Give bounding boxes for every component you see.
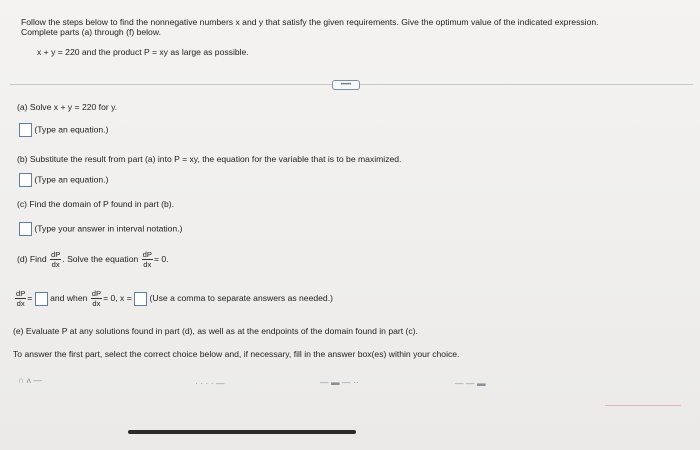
choice-row-middle: · · · · — <box>195 378 225 388</box>
condition-text: x + y = 220 and the product P = xy as large as possible. <box>37 47 249 57</box>
dp-dx-fraction <box>50 250 61 269</box>
dp-dx-fraction <box>15 289 26 308</box>
part-c-prompt: (c) Find the domain of P found in part (b). <box>17 199 174 209</box>
part-a-hint: (Type an equation.) <box>34 124 109 135</box>
fraction-denominator: dx <box>143 260 152 269</box>
part-d-eq-zero: = 0. <box>153 253 169 264</box>
equals-sign: = <box>27 292 33 303</box>
expand-more-button[interactable]: ••••• <box>332 80 360 90</box>
part-a-answer-input[interactable] <box>19 123 32 137</box>
part-b-answer-input[interactable] <box>19 173 32 187</box>
part-d-note: (Use a comma to separate answers as needed.) <box>149 292 333 303</box>
critical-x-answer-input[interactable] <box>134 292 147 306</box>
part-a-prompt: (a) Solve x + y = 220 for y. <box>17 102 118 112</box>
fraction-numerator: dP <box>91 289 102 298</box>
dp-dx-fraction <box>142 250 153 269</box>
dp-dx-fraction <box>91 289 102 308</box>
part-b-hint: (Type an equation.) <box>34 174 109 185</box>
part-a-answer-row <box>19 123 108 137</box>
part-c-hint: (Type your answer in interval notation.) <box>34 223 183 234</box>
fraction-denominator: dx <box>51 260 60 269</box>
choice-row-left: ∩ ʌ — <box>18 375 42 385</box>
intro-text-line1: Follow the steps below to find the nonnegative numbers x and y that satisfy the given requirements. Give the optimum value of the indicated expression. <box>21 17 599 27</box>
part-b-answer-row <box>19 173 108 187</box>
choice-row-far-right: — — ▬ <box>455 378 486 388</box>
fraction-denominator: dx <box>92 299 101 308</box>
part-d-find-label: (d) Find <box>17 253 47 264</box>
eq-zero-x-text: = 0, x = <box>103 292 132 303</box>
accent-line <box>605 405 681 406</box>
bottom-scroll-bar[interactable] <box>128 430 356 434</box>
part-d-answer-row <box>14 289 333 308</box>
part-b-prompt: (b) Substitute the result from part (a) into P = xy, the equation for the variable that is to be maximized. <box>17 154 402 164</box>
part-e-prompt: (e) Evaluate P at any solutions found in part (d), as well as at the endpoints of the domain found in part (c). <box>13 326 418 336</box>
part-d-prompt <box>17 250 169 269</box>
fraction-denominator: dx <box>16 299 25 308</box>
fraction-numerator: dP <box>51 250 61 259</box>
part-e-instruction: To answer the first part, select the correct choice below and, if necessary, fill in the answer box(es) within your choice. <box>13 349 460 359</box>
fraction-numerator: dP <box>16 289 26 298</box>
and-when-text: and when <box>50 292 88 303</box>
derivative-answer-input[interactable] <box>35 292 48 306</box>
part-c-answer-row <box>19 222 182 236</box>
part-c-answer-input[interactable] <box>19 222 32 236</box>
fraction-numerator: dP <box>142 250 152 259</box>
choice-row-right: — ▬ — ·· <box>320 377 359 387</box>
intro-text-line2: Complete parts (a) through (f) below. <box>21 27 161 37</box>
part-d-solve-text: . Solve the equation <box>62 253 139 264</box>
